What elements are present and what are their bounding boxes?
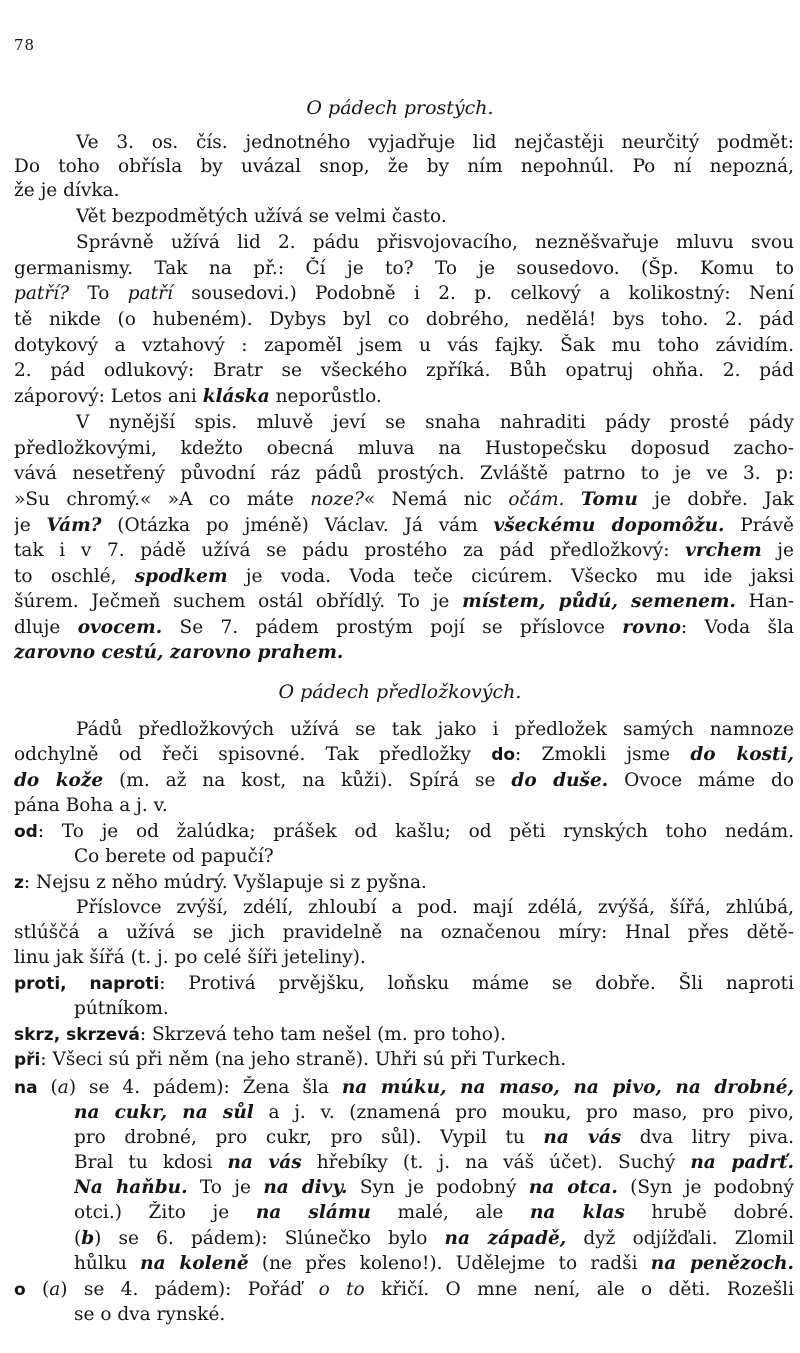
section-title-predlozkovych: O pádech předložkových. [278,681,522,703]
text-line: zarovno cestú, zarovno prahem. [14,642,344,663]
text-line: Vět bezpodmětých užívá se velmi často. [76,206,447,227]
text-line: Ve 3. os. čís. jednotného vyjadřuje lid nejčastěji neurčitý podmět: [76,132,794,153]
text-line: že je dívka. [14,180,120,201]
text-line: na (a) se 4. pádem): Žena šla na múku, na maso, na pivo, na drobné, [14,1077,794,1098]
text-line: do kože (m. až na kost, na kůži). Spírá se do duše. Ovoce máme do [14,770,794,791]
text-line: vává nesetřený původní ráz pádů prostých. Zvláště patrno to je ve 3. p: [14,463,794,484]
text-line: předložkovými, kdežto obecná mluva na Hustopečsku doposud zacho- [14,438,794,459]
text-line: Bral tu kdosi na vás hřebíky (t. j. na váš účet). Suchý na padrť. [74,1152,794,1173]
text-line: záporový: Letos ani kláska neporůstlo. [14,386,382,407]
text-line: dotykový a vztahový : zapoměl jsem u vás fajky. Šak mu toho závidím. [14,335,794,356]
text-line: germanismy. Tak na př.: Čí je to? To je sousedovo. (Šp. Komu to [14,258,794,279]
text-line: otci.) Žito je na slámu malé, ale na klas hrubě dobré. [74,1202,794,1223]
text-line: Na haňbu. To je na divy. Syn je podobný na otca. (Syn je podobný [74,1177,794,1198]
text-line: šúrem. Ječmeň suchem ostál obřídlý. To je místem, půdú, semenem. Han- [14,591,794,612]
text-line: proti, naproti: Protivá prvějšku, loňsku máme se dobře. Šli naproti [14,973,794,994]
text-line: Příslovce zvýší, zdélí, zhloubí a pod. mají zdélá, zvýšá, šířá, zhlúbá, [76,897,794,918]
text-line: hůlku na koleně (ne přes koleno!). Udělejme to radši na penězoch. [74,1253,794,1274]
text-line: při: Všeci sú při něm (na jeho straně). Uhři sú při Turkech. [14,1049,567,1070]
text-line: na cukr, na sůl a j. v. (znamená pro mouku, pro maso, pro pivo, [74,1102,794,1123]
text-line: odchylně od řeči spisovné. Tak předložky do: Zmokli jsme do kosti, [14,744,794,765]
text-line: od: To je od žalúdka; prášek od kašlu; od pěti rynských toho nedám. [14,821,794,842]
text-line: se o dva rynské. [74,1304,226,1325]
text-line: V nynější spis. mluvě jeví se snaha nahraditi pády prosté pády [76,412,794,433]
section-title-prostych: O pádech prostých. [306,97,494,119]
text-line: pána Boha a j. v. [14,795,168,816]
text-line: o (a) se 4. pádem): Pořáď o to křičí. O mne není, ale o děti. Rozešli [14,1279,794,1300]
text-line: z: Nejsu z něho múdrý. Vyšlapuje si z pyšna. [14,872,427,893]
text-line: patří? To patří sousedovi.) Podobně i 2. p. celkový a kolikostný: Není [14,283,794,304]
text-line: Správně užívá lid 2. pádu přisvojovacího, nezněšvařuje mluvu svou [76,232,794,253]
text-line: je Vám? (Otázka po jméně) Václav. Já vám všeckému dopomôžu. Právě [14,515,794,536]
text-line: 2. pád odlukový: Bratr se všeckého zpříká. Bůh opatruj ohňa. 2. pád [14,360,794,381]
text-line: »Su chromý.« »A co máte noze?« Nemá nic očám. Tomu je dobře. Jak [14,489,794,510]
text-line: linu jak šířá (t. j. po celé šíři jeteliny). [14,947,366,968]
text-line: to oschlé, spodkem je voda. Voda teče cicúrem. Všecko mu ide jaksi [14,566,794,587]
text-line: tak i v 7. pádě užívá se pádu prostého za pád předložkový: vrchem je [14,540,794,561]
text-line: Do toho obřísla by uvázal snop, že by ním nepohnúl. Po ní nepozná, [14,156,794,177]
text-line: pútníkom. [74,998,169,1019]
text-line: pro drobné, pro cukr, pro sůl). Vypil tu na vás dva litry piva. [74,1127,794,1148]
text-line: skrz, skrzevá: Skrzevá teho tam nešel (m. pro toho). [14,1024,507,1045]
text-line: tě nikde (o hubeném). Dybys byl co dobrého, nedělá! bys toho. 2. pád [14,309,794,330]
text-line: dluje ovocem. Se 7. pádem prostým pojí se příslovce rovno: Voda šla [14,617,794,638]
page-number: 78 [14,36,36,54]
text-line: stlúščá a užívá se jich pravidelně na označenou míry: Hnal přes dětě- [14,922,794,943]
text-line: Pádů předložkových užívá se tak jako i předložek samých namnoze [76,719,794,740]
text-line: Co berete od papučí? [74,846,274,867]
text-line: (b) se 6. pádem): Slúnečko bylo na západě, dyž odjížďali. Zlomil [74,1228,794,1249]
